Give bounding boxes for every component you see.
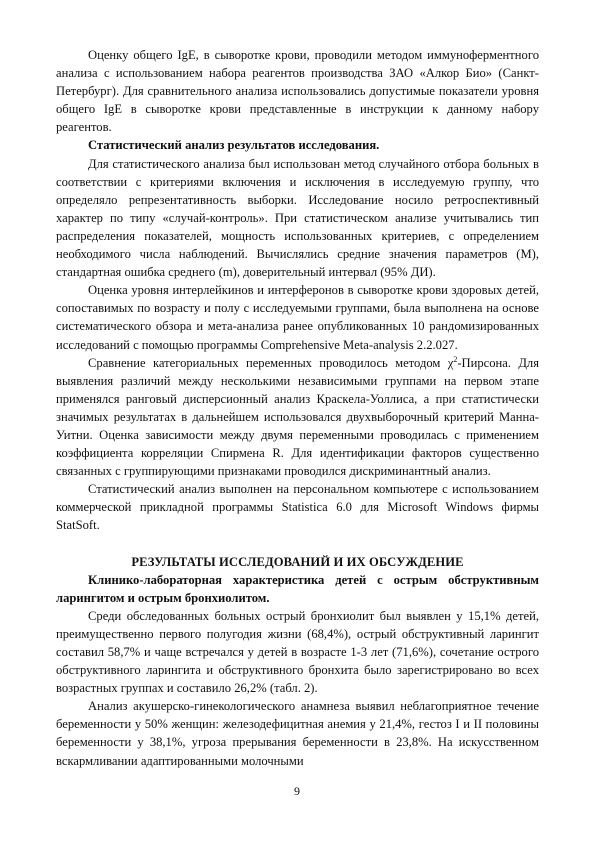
paragraph-bronchiolitis-results: Среди обследованных больных острый бронхиолит был выявлен у 15,1% детей, преимущественно первого полугодия жизни (68,4%), острый обструктивный ларингит составил 58,7% и чаще встречался у детей в возрасте 1-3 лет (71,6%), сочетание острого обструктивного ларингита и обструктивного бронхита было зарегистрировано во всех возрастных группах и составило 26,2% (табл. 2). xyxy=(56,608,539,696)
heading-clinical-characteristics: Клинико-лабораторная характеристика детей с острым обструктивным ларингитом и острым бронхиолитом. xyxy=(56,572,539,605)
chi-square-superscript: 2 xyxy=(453,354,458,364)
chi-square-text: Сравнение категориальных переменных проводилось методом χ xyxy=(88,355,454,370)
paragraph-software: Статистический анализ выполнен на персональном компьютере с использованием коммерческой прикладной программы Statistica 6.0 для Microsoft Windows фирмы StatSoft. xyxy=(56,482,539,533)
paragraph-sampling-method: Для статистического анализа был использован метод случайного отбора больных в соответствии с критериями включения и исключения в исследуемую группу, что определяло репрезентативность выборки. Исследование носило ретроспективный характер по типу «случай-контроль». При статистическом анализе учитывались тип распределения показателей, мощность использованных критериев, с определением необходимого числа наблюдений. Вычислялись средние значения параметров (М), стандартная ошибка среднего (m), доверительный интервал (95% ДИ). xyxy=(56,156,539,280)
heading-statistical-analysis: Статистический анализ результатов исследования. xyxy=(88,138,380,153)
body-text xyxy=(56,46,539,770)
section-title-results: РЕЗУЛЬТАТЫ ИССЛЕДОВАНИЙ И ИХ ОБСУЖДЕНИЕ xyxy=(131,554,464,569)
paragraph-categorical-comparison xyxy=(56,354,539,481)
pearson-text: -Пирсона. Для выявления различий между несколькими независимыми группами на первом этапе применялся ранговый дисперсионный анализ Краскела-Уоллиса, а при статистически значимых результатах в дальнейшем использовался двухвыборочный критерий Манна-Уитни. Оценка зависимости между двумя переменными проводилась с применением коэффициента корреляции Спирмена R. Для идентификации факторов существенно связанных с группирующими признаками проводился дискриминантный анализ. xyxy=(56,355,539,479)
paragraph-obstetric-history: Анализ акушерско-гинекологического анамнеза выявил неблагоприятное течение беременности у 50% женщин: железодефицитная анемия у 21,4%, гестоз I и II половины беременности у 38,1%, угроза прерывания беременности в 23,8%. На искусственном вскармливании адаптированными молочными xyxy=(56,699,539,768)
paragraph-interleukin-assessment: Оценка уровня интерлейкинов и интерферонов в сыворотке крови здоровых детей, сопоставимых по возрасту и полу с исследуемыми группами, была выполнена на основе систематического обзора и мета-анализа ранее опубликованных 10 рандомизированных исследований с помощью программы Comprehensive Meta-analysis 2.2.027. xyxy=(56,283,539,352)
page-number: 9 xyxy=(294,784,300,798)
paragraph-ige-method: Оценку общего IgE, в сыворотке крови, проводили методом иммуноферментного анализа с использованием набора реагентов производства ЗАО «Алкор Био» (Санкт-Петербург). Для сравнительного анализа использовались допустимые показатели уровня общего IgE в сыворотке крови представленные в инструкции к данному набору реагентов. xyxy=(56,48,539,135)
